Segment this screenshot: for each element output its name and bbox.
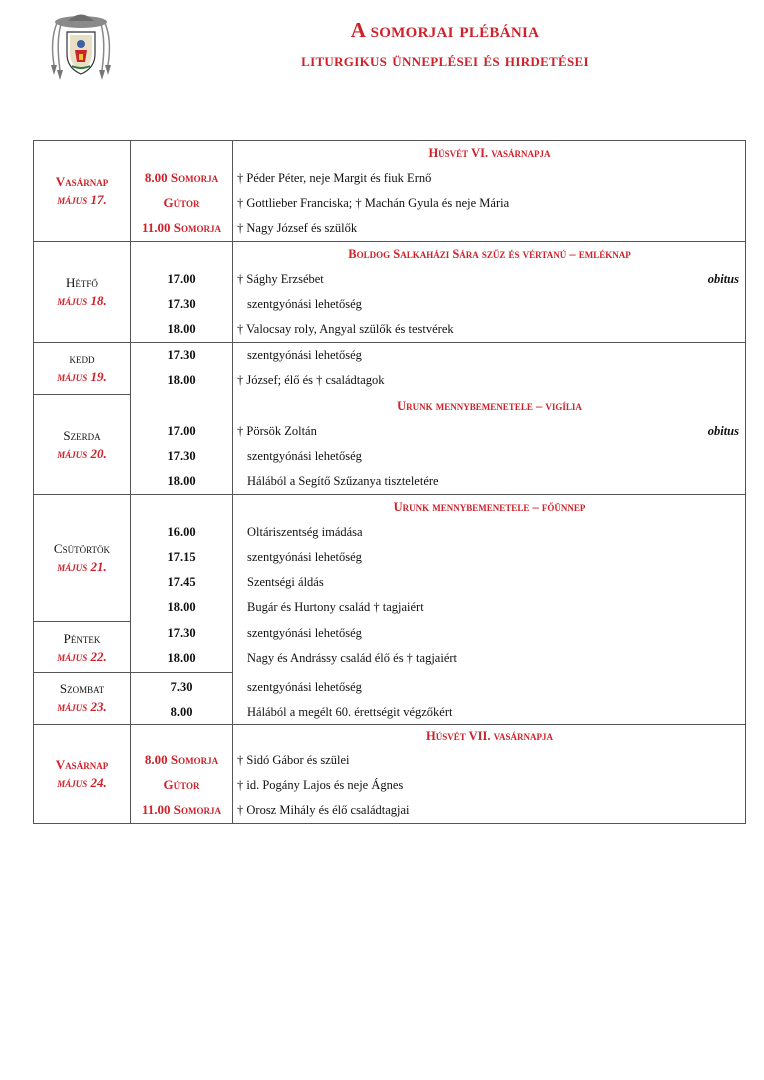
mass-time: 18.00 xyxy=(167,373,196,387)
schedule-table xyxy=(33,140,746,824)
mass-intention: Szentségi áldás xyxy=(247,575,324,589)
obitus-note: obitus xyxy=(707,424,739,438)
mass-time: 17.30 xyxy=(167,626,196,640)
mass-intention: szentgyónási lehetőség xyxy=(247,348,362,362)
mass-intention: Bugár és Hurtony család † tagjaiért xyxy=(247,600,424,614)
column-divider xyxy=(232,141,233,824)
mass-time: 8.00 xyxy=(170,705,193,719)
mass-time: 18.00 xyxy=(167,651,196,665)
day-date: május 24. xyxy=(57,775,107,790)
day-date: május 18. xyxy=(57,293,107,308)
mass-intention: † Nagy József és szülők xyxy=(237,221,358,235)
day-label xyxy=(34,350,130,386)
obitus-note: obitus xyxy=(707,272,739,286)
day-name: Vasárnap xyxy=(55,757,109,772)
day-date: május 22. xyxy=(57,649,107,664)
day-name: Szerda xyxy=(63,428,101,443)
mass-intention: † Orosz Mihály és élő családtagjai xyxy=(237,803,410,817)
mass-intention: szentgyónási lehetőség xyxy=(247,680,362,694)
day-label xyxy=(34,540,130,576)
mass-intention: szentgyónási lehetőség xyxy=(247,626,362,640)
parish-coat-of-arms-icon xyxy=(44,10,118,84)
mass-intention: Hálából a megélt 60. érettségit végzőkért xyxy=(247,705,453,719)
feast-heading: Urunk mennybemenetele – főünnep xyxy=(393,500,586,514)
feast-heading: Boldog Salkaházi Sára szűz és vértanú – emléknap xyxy=(348,247,631,261)
day-label xyxy=(34,427,130,463)
feast-heading: Urunk mennybemenetele – vigília xyxy=(397,399,582,413)
mass-intention: † Péder Péter, neje Margit és fiuk Ernő xyxy=(237,171,432,185)
row-divider xyxy=(34,241,745,242)
day-name: Csütörtök xyxy=(53,541,111,556)
mass-intention: † Sághy Erzsébet xyxy=(237,272,324,286)
day-name: Péntek xyxy=(63,631,101,646)
mass-time: 17.00 xyxy=(167,272,196,286)
day-date: május 23. xyxy=(57,699,107,714)
row-divider xyxy=(34,724,745,725)
mass-time: 17.15 xyxy=(167,550,196,564)
row-divider xyxy=(34,621,131,622)
mass-time: 18.00 xyxy=(167,474,196,488)
day-date: május 21. xyxy=(57,559,107,574)
mass-time: 11.00 Somorja xyxy=(141,220,221,235)
mass-time: 18.00 xyxy=(167,600,196,614)
day-date: május 17. xyxy=(57,192,107,207)
mass-intention: † József; élő és † családtagok xyxy=(237,373,385,387)
day-date: május 19. xyxy=(57,369,107,384)
mass-time: 17.30 xyxy=(167,297,196,311)
day-label xyxy=(34,630,130,666)
mass-time: 17.45 xyxy=(167,575,196,589)
day-label xyxy=(34,173,130,209)
mass-time: 8.00 Somorja xyxy=(144,752,219,767)
mass-time: 16.00 xyxy=(167,525,196,539)
row-divider xyxy=(34,394,131,395)
mass-intention: szentgyónási lehetőség xyxy=(247,550,362,564)
day-name: kedd xyxy=(69,351,95,366)
mass-intention: † Valocsay roly, Angyal szülők és testvérek xyxy=(237,322,454,336)
row-divider xyxy=(34,342,745,343)
row-divider xyxy=(34,494,745,495)
mass-time: 17.30 xyxy=(167,449,196,463)
day-label xyxy=(34,680,130,716)
mass-time: 11.00 Somorja xyxy=(141,802,221,817)
row-divider xyxy=(34,672,233,673)
mass-intention: † Gottlieber Franciska; † Machán Gyula és neje Mária xyxy=(237,196,510,210)
mass-intention: szentgyónási lehetőség xyxy=(247,449,362,463)
mass-time: Gútor xyxy=(163,195,200,210)
day-name: Vasárnap xyxy=(55,174,109,189)
mass-intention: Hálából a Segítő Szűzanya tiszteletére xyxy=(247,474,439,488)
mass-time: 17.00 xyxy=(167,424,196,438)
mass-intention: † Sidó Gábor és szülei xyxy=(237,753,350,767)
day-label xyxy=(34,756,130,792)
feast-heading: Húsvét VII. vasárnapja xyxy=(426,729,553,743)
mass-time: 18.00 xyxy=(167,322,196,336)
mass-intention: † id. Pogány Lajos és neje Ágnes xyxy=(237,778,404,792)
mass-intention: Nagy és Andrássy család élő és † tagjaiért xyxy=(247,651,458,665)
page-title: A somorjai plébánia xyxy=(350,18,540,42)
mass-intention: † Pörsök Zoltán xyxy=(237,424,317,438)
day-date: május 20. xyxy=(57,446,107,461)
page-subtitle: liturgikus ünneplései és hirdetései xyxy=(301,50,589,71)
feast-heading: Húsvét VI. vasárnapja xyxy=(428,146,551,160)
mass-intention: Oltáriszentség imádása xyxy=(247,525,363,539)
day-label xyxy=(34,274,130,310)
mass-time: 17.30 xyxy=(167,348,196,362)
mass-time: 8.00 Somorja xyxy=(144,170,219,185)
mass-intention: szentgyónási lehetőség xyxy=(247,297,362,311)
mass-time: Gútor xyxy=(163,777,200,792)
day-name: Hétfő xyxy=(66,275,98,290)
day-name: Szombat xyxy=(59,681,105,696)
mass-time: 7.30 xyxy=(170,680,193,694)
